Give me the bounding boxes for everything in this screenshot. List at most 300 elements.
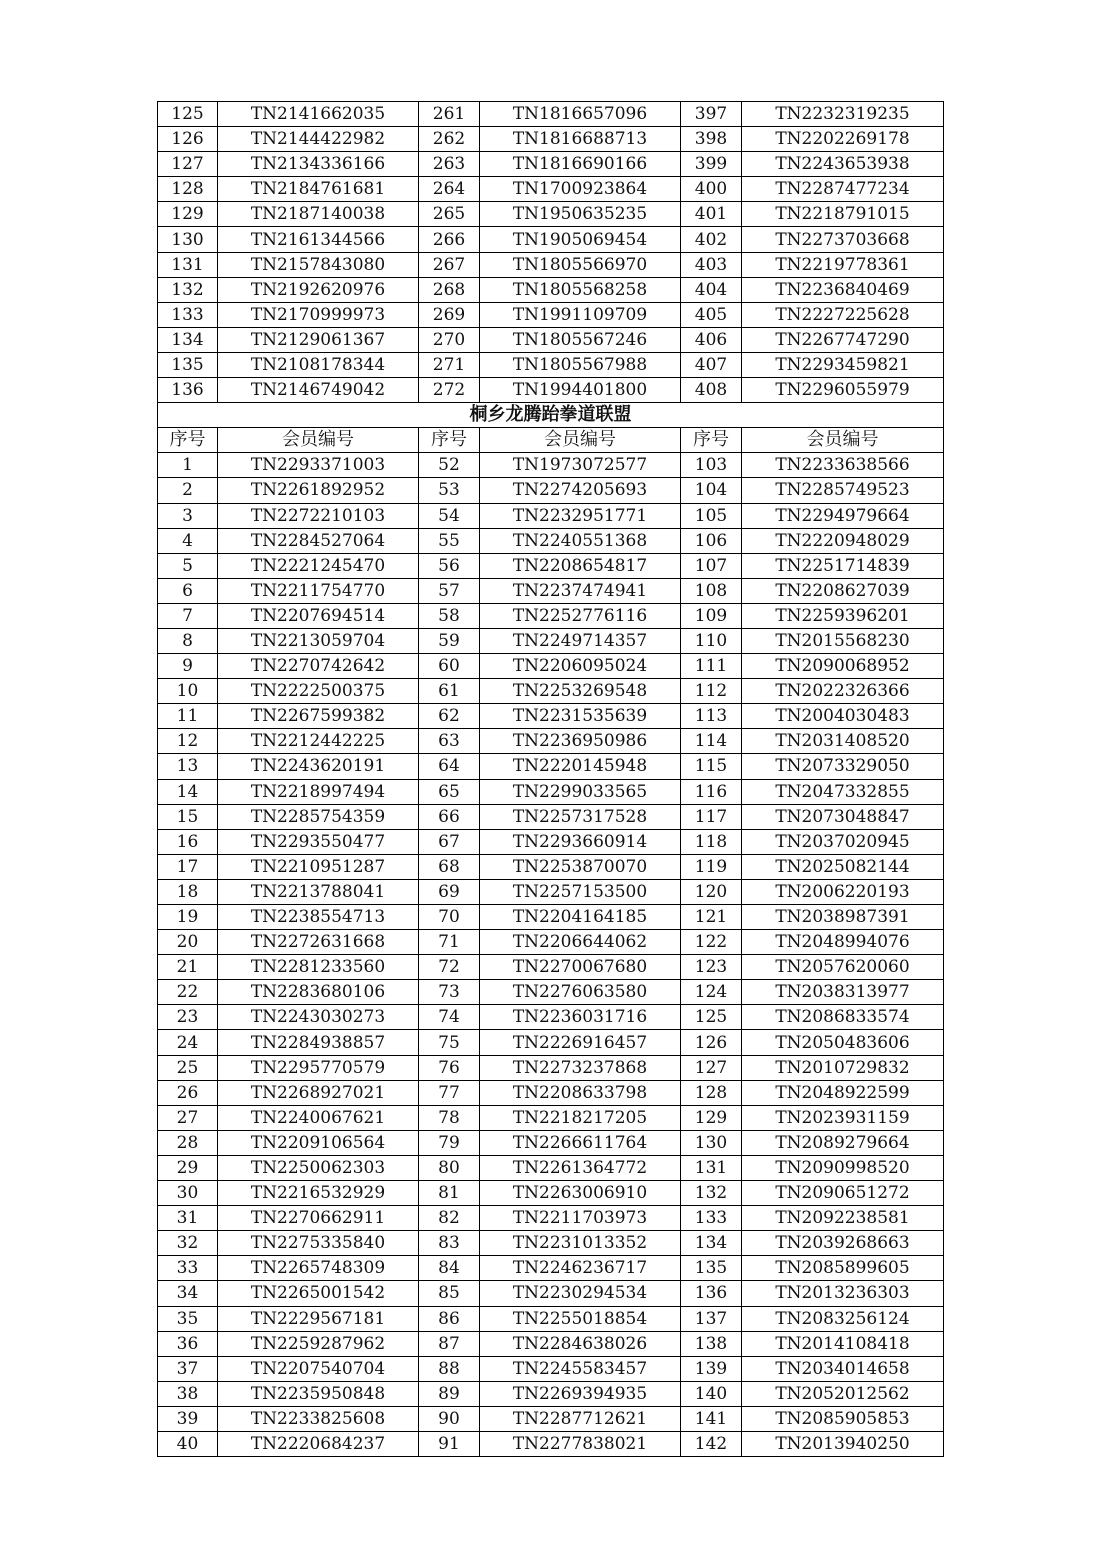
seq-cell: 84 bbox=[419, 1256, 480, 1281]
member-id-cell: TN2236950986 bbox=[480, 729, 681, 754]
member-id-cell: TN1816688713 bbox=[480, 127, 681, 152]
seq-cell: 40 bbox=[158, 1431, 218, 1456]
table-row bbox=[158, 1281, 944, 1306]
seq-cell: 402 bbox=[681, 227, 742, 252]
seq-cell: 269 bbox=[419, 302, 480, 327]
member-id-cell: TN2006220193 bbox=[742, 879, 944, 904]
seq-cell: 33 bbox=[158, 1256, 218, 1281]
seq-cell: 12 bbox=[158, 729, 218, 754]
seq-cell: 83 bbox=[419, 1231, 480, 1256]
table-row bbox=[158, 252, 944, 277]
table-row bbox=[158, 1381, 944, 1406]
member-id-cell: TN1805568258 bbox=[480, 277, 681, 302]
member-id-cell: TN2243030273 bbox=[218, 1005, 419, 1030]
seq-cell: 1 bbox=[158, 453, 218, 478]
seq-cell: 108 bbox=[681, 578, 742, 603]
table-row bbox=[158, 227, 944, 252]
seq-cell: 261 bbox=[419, 102, 480, 127]
table-row bbox=[158, 930, 944, 955]
seq-cell: 25 bbox=[158, 1055, 218, 1080]
seq-cell: 75 bbox=[419, 1030, 480, 1055]
table-row bbox=[158, 1005, 944, 1030]
member-id-cell: TN2010729832 bbox=[742, 1055, 944, 1080]
member-id-cell: TN2014108418 bbox=[742, 1331, 944, 1356]
member-id-cell: TN1994401800 bbox=[480, 378, 681, 403]
member-id-cell: TN2277838021 bbox=[480, 1431, 681, 1456]
member-id-cell: TN2259287962 bbox=[218, 1331, 419, 1356]
seq-cell: 13 bbox=[158, 754, 218, 779]
member-id-cell: TN2013236303 bbox=[742, 1281, 944, 1306]
seq-cell: 401 bbox=[681, 202, 742, 227]
member-id-cell: TN2287712621 bbox=[480, 1406, 681, 1431]
seq-cell: 74 bbox=[419, 1005, 480, 1030]
member-id-cell: TN2218791015 bbox=[742, 202, 944, 227]
seq-cell: 37 bbox=[158, 1356, 218, 1381]
section-title-row bbox=[158, 403, 944, 428]
seq-cell: 262 bbox=[419, 127, 480, 152]
seq-cell: 270 bbox=[419, 327, 480, 352]
member-id-cell: TN2238554713 bbox=[218, 905, 419, 930]
table-row bbox=[158, 177, 944, 202]
seq-cell: 16 bbox=[158, 829, 218, 854]
section-block bbox=[158, 403, 944, 453]
member-id-cell: TN2073048847 bbox=[742, 804, 944, 829]
table-row bbox=[158, 1080, 944, 1105]
table-row bbox=[158, 528, 944, 553]
table-row bbox=[158, 327, 944, 352]
seq-cell: 107 bbox=[681, 553, 742, 578]
seq-cell: 71 bbox=[419, 930, 480, 955]
seq-cell: 120 bbox=[681, 879, 742, 904]
member-id-cell: TN1816690166 bbox=[480, 152, 681, 177]
member-id-cell: TN2212442225 bbox=[218, 729, 419, 754]
member-id-cell: TN2252776116 bbox=[480, 603, 681, 628]
seq-cell: 87 bbox=[419, 1331, 480, 1356]
member-id-cell: TN2268927021 bbox=[218, 1080, 419, 1105]
member-id-cell: TN2211703973 bbox=[480, 1206, 681, 1231]
table-row bbox=[158, 1030, 944, 1055]
member-id-cell: TN1816657096 bbox=[480, 102, 681, 127]
member-id-cell: TN2240551368 bbox=[480, 528, 681, 553]
member-id-cell: TN2220684237 bbox=[218, 1431, 419, 1456]
table-row bbox=[158, 804, 944, 829]
seq-cell: 89 bbox=[419, 1381, 480, 1406]
member-id-cell: TN2208654817 bbox=[480, 553, 681, 578]
member-id-cell: TN2270742642 bbox=[218, 654, 419, 679]
member-id-cell: TN2229567181 bbox=[218, 1306, 419, 1331]
seq-cell: 85 bbox=[419, 1281, 480, 1306]
member-id-cell: TN2257317528 bbox=[480, 804, 681, 829]
seq-cell: 271 bbox=[419, 352, 480, 377]
seq-cell: 130 bbox=[158, 227, 218, 252]
seq-cell: 91 bbox=[419, 1431, 480, 1456]
member-id-cell: TN2243653938 bbox=[742, 152, 944, 177]
member-id-cell: TN2015568230 bbox=[742, 628, 944, 653]
member-id-cell: TN2050483606 bbox=[742, 1030, 944, 1055]
member-id-cell: TN2255018854 bbox=[480, 1306, 681, 1331]
seq-cell: 129 bbox=[158, 202, 218, 227]
seq-cell: 32 bbox=[158, 1231, 218, 1256]
member-id-cell: TN2039268663 bbox=[742, 1231, 944, 1256]
member-id-cell: TN2267747290 bbox=[742, 327, 944, 352]
member-id-cell: TN2213059704 bbox=[218, 628, 419, 653]
member-id-cell: TN2273237868 bbox=[480, 1055, 681, 1080]
member-id-cell: TN2129061367 bbox=[218, 327, 419, 352]
member-id-cell: TN2272210103 bbox=[218, 503, 419, 528]
member-id-cell: TN2294979664 bbox=[742, 503, 944, 528]
seq-cell: 88 bbox=[419, 1356, 480, 1381]
seq-cell: 135 bbox=[681, 1256, 742, 1281]
member-id-cell: TN2285754359 bbox=[218, 804, 419, 829]
member-id-cell: TN2022326366 bbox=[742, 679, 944, 704]
member-id-cell: TN2281233560 bbox=[218, 955, 419, 980]
member-id-cell: TN2284527064 bbox=[218, 528, 419, 553]
table-row bbox=[158, 628, 944, 653]
member-id-cell: TN2237474941 bbox=[480, 578, 681, 603]
table-row bbox=[158, 1130, 944, 1155]
member-id-cell: TN1991109709 bbox=[480, 302, 681, 327]
seq-cell: 2 bbox=[158, 478, 218, 503]
seq-cell: 112 bbox=[681, 679, 742, 704]
seq-cell: 19 bbox=[158, 905, 218, 930]
continued-rows bbox=[158, 102, 944, 403]
member-id-cell: TN2211754770 bbox=[218, 578, 419, 603]
table-row bbox=[158, 779, 944, 804]
table-row bbox=[158, 955, 944, 980]
seq-cell: 132 bbox=[158, 277, 218, 302]
seq-cell: 5 bbox=[158, 553, 218, 578]
member-id-cell: TN2233825608 bbox=[218, 1406, 419, 1431]
seq-cell: 56 bbox=[419, 553, 480, 578]
seq-cell: 23 bbox=[158, 1005, 218, 1030]
seq-cell: 109 bbox=[681, 603, 742, 628]
table-row bbox=[158, 578, 944, 603]
seq-cell: 272 bbox=[419, 378, 480, 403]
seq-cell: 128 bbox=[158, 177, 218, 202]
seq-cell: 405 bbox=[681, 302, 742, 327]
seq-cell: 67 bbox=[419, 829, 480, 854]
member-id-cell: TN2265748309 bbox=[218, 1256, 419, 1281]
member-id-cell: TN1950635235 bbox=[480, 202, 681, 227]
seq-cell: 126 bbox=[681, 1030, 742, 1055]
table-row bbox=[158, 1231, 944, 1256]
member-id-cell: TN2023931159 bbox=[742, 1105, 944, 1130]
member-id-cell: TN2232319235 bbox=[742, 102, 944, 127]
member-id-cell: TN2209106564 bbox=[218, 1130, 419, 1155]
member-id-cell: TN2296055979 bbox=[742, 378, 944, 403]
header-seq: 序号 bbox=[681, 428, 742, 453]
member-id-cell: TN2273703668 bbox=[742, 227, 944, 252]
member-id-cell: TN2086833574 bbox=[742, 1005, 944, 1030]
member-id-cell: TN2206644062 bbox=[480, 930, 681, 955]
member-id-cell: TN2038313977 bbox=[742, 980, 944, 1005]
seq-cell: 267 bbox=[419, 252, 480, 277]
member-id-cell: TN2287477234 bbox=[742, 177, 944, 202]
member-id-cell: TN2108178344 bbox=[218, 352, 419, 377]
seq-cell: 404 bbox=[681, 277, 742, 302]
member-id-cell: TN2048994076 bbox=[742, 930, 944, 955]
seq-cell: 8 bbox=[158, 628, 218, 653]
seq-cell: 119 bbox=[681, 854, 742, 879]
seq-cell: 72 bbox=[419, 955, 480, 980]
seq-cell: 81 bbox=[419, 1181, 480, 1206]
member-id-cell: TN2275335840 bbox=[218, 1231, 419, 1256]
seq-cell: 103 bbox=[681, 453, 742, 478]
seq-cell: 397 bbox=[681, 102, 742, 127]
member-id-cell: TN2170999973 bbox=[218, 302, 419, 327]
member-id-cell: TN2230294534 bbox=[480, 1281, 681, 1306]
seq-cell: 10 bbox=[158, 679, 218, 704]
member-id-cell: TN2293371003 bbox=[218, 453, 419, 478]
seq-cell: 398 bbox=[681, 127, 742, 152]
member-id-cell: TN2293660914 bbox=[480, 829, 681, 854]
seq-cell: 141 bbox=[681, 1406, 742, 1431]
seq-cell: 64 bbox=[419, 754, 480, 779]
seq-cell: 129 bbox=[681, 1105, 742, 1130]
seq-cell: 65 bbox=[419, 779, 480, 804]
member-id-cell: TN2246236717 bbox=[480, 1256, 681, 1281]
member-id-cell: TN1805567988 bbox=[480, 352, 681, 377]
table-row bbox=[158, 478, 944, 503]
member-id-cell: TN2285749523 bbox=[742, 478, 944, 503]
seq-cell: 17 bbox=[158, 854, 218, 879]
table-row bbox=[158, 1331, 944, 1356]
member-id-cell: TN2089279664 bbox=[742, 1130, 944, 1155]
member-id-cell: TN2213788041 bbox=[218, 879, 419, 904]
seq-cell: 265 bbox=[419, 202, 480, 227]
seq-cell: 61 bbox=[419, 679, 480, 704]
seq-cell: 63 bbox=[419, 729, 480, 754]
seq-cell: 73 bbox=[419, 980, 480, 1005]
seq-cell: 136 bbox=[158, 378, 218, 403]
seq-cell: 58 bbox=[419, 603, 480, 628]
seq-cell: 79 bbox=[419, 1130, 480, 1155]
table-row bbox=[158, 879, 944, 904]
seq-cell: 264 bbox=[419, 177, 480, 202]
seq-cell: 62 bbox=[419, 704, 480, 729]
header-seq: 序号 bbox=[419, 428, 480, 453]
seq-cell: 38 bbox=[158, 1381, 218, 1406]
member-id-cell: TN2037020945 bbox=[742, 829, 944, 854]
table-row bbox=[158, 829, 944, 854]
member-id-cell: TN2272631668 bbox=[218, 930, 419, 955]
seq-cell: 18 bbox=[158, 879, 218, 904]
table-row bbox=[158, 679, 944, 704]
seq-cell: 142 bbox=[681, 1431, 742, 1456]
seq-cell: 105 bbox=[681, 503, 742, 528]
member-id-cell: TN1805567246 bbox=[480, 327, 681, 352]
member-id-cell: TN2034014658 bbox=[742, 1356, 944, 1381]
seq-cell: 408 bbox=[681, 378, 742, 403]
seq-cell: 118 bbox=[681, 829, 742, 854]
seq-cell: 400 bbox=[681, 177, 742, 202]
member-id-cell: TN2236031716 bbox=[480, 1005, 681, 1030]
header-member-id: 会员编号 bbox=[742, 428, 944, 453]
seq-cell: 114 bbox=[681, 729, 742, 754]
member-id-cell: TN1973072577 bbox=[480, 453, 681, 478]
seq-cell: 4 bbox=[158, 528, 218, 553]
seq-cell: 34 bbox=[158, 1281, 218, 1306]
table-row bbox=[158, 352, 944, 377]
seq-cell: 134 bbox=[158, 327, 218, 352]
seq-cell: 139 bbox=[681, 1356, 742, 1381]
seq-cell: 27 bbox=[158, 1105, 218, 1130]
seq-cell: 125 bbox=[158, 102, 218, 127]
table-row bbox=[158, 1206, 944, 1231]
seq-cell: 133 bbox=[158, 302, 218, 327]
member-id-cell: TN2261364772 bbox=[480, 1155, 681, 1180]
seq-cell: 116 bbox=[681, 779, 742, 804]
table-row bbox=[158, 453, 944, 478]
table-row bbox=[158, 1181, 944, 1206]
seq-cell: 140 bbox=[681, 1381, 742, 1406]
seq-cell: 36 bbox=[158, 1331, 218, 1356]
seq-cell: 110 bbox=[681, 628, 742, 653]
seq-cell: 131 bbox=[158, 252, 218, 277]
member-table bbox=[157, 101, 944, 1457]
member-id-cell: TN2267599382 bbox=[218, 704, 419, 729]
member-id-cell: TN2270662911 bbox=[218, 1206, 419, 1231]
seq-cell: 59 bbox=[419, 628, 480, 653]
seq-cell: 122 bbox=[681, 930, 742, 955]
member-id-cell: TN2004030483 bbox=[742, 704, 944, 729]
member-id-cell: TN2218217205 bbox=[480, 1105, 681, 1130]
member-id-cell: TN2207694514 bbox=[218, 603, 419, 628]
table-row bbox=[158, 704, 944, 729]
member-id-cell: TN2245583457 bbox=[480, 1356, 681, 1381]
seq-cell: 24 bbox=[158, 1030, 218, 1055]
member-id-cell: TN2218997494 bbox=[218, 779, 419, 804]
seq-cell: 407 bbox=[681, 352, 742, 377]
seq-cell: 111 bbox=[681, 654, 742, 679]
table-row bbox=[158, 854, 944, 879]
table-row bbox=[158, 980, 944, 1005]
seq-cell: 124 bbox=[681, 980, 742, 1005]
seq-cell: 127 bbox=[158, 152, 218, 177]
seq-cell: 66 bbox=[419, 804, 480, 829]
member-id-cell: TN2240067621 bbox=[218, 1105, 419, 1130]
member-id-cell: TN2090068952 bbox=[742, 654, 944, 679]
table-row bbox=[158, 378, 944, 403]
seq-cell: 127 bbox=[681, 1055, 742, 1080]
table-row bbox=[158, 1256, 944, 1281]
seq-cell: 136 bbox=[681, 1281, 742, 1306]
member-id-cell: TN2257153500 bbox=[480, 879, 681, 904]
section-title: 桐乡龙腾跆拳道联盟 bbox=[158, 403, 944, 428]
seq-cell: 14 bbox=[158, 779, 218, 804]
table-row bbox=[158, 277, 944, 302]
seq-cell: 134 bbox=[681, 1231, 742, 1256]
member-id-cell: TN2208633798 bbox=[480, 1080, 681, 1105]
member-id-cell: TN1905069454 bbox=[480, 227, 681, 252]
seq-cell: 80 bbox=[419, 1155, 480, 1180]
member-id-cell: TN2013940250 bbox=[742, 1431, 944, 1456]
table-row bbox=[158, 1431, 944, 1456]
seq-cell: 106 bbox=[681, 528, 742, 553]
member-id-cell: TN2220145948 bbox=[480, 754, 681, 779]
seq-cell: 138 bbox=[681, 1331, 742, 1356]
seq-cell: 131 bbox=[681, 1155, 742, 1180]
member-id-cell: TN2144422982 bbox=[218, 127, 419, 152]
member-id-cell: TN2266611764 bbox=[480, 1130, 681, 1155]
seq-cell: 135 bbox=[158, 352, 218, 377]
seq-cell: 21 bbox=[158, 955, 218, 980]
member-id-cell: TN2249714357 bbox=[480, 628, 681, 653]
seq-cell: 128 bbox=[681, 1080, 742, 1105]
seq-cell: 15 bbox=[158, 804, 218, 829]
seq-cell: 121 bbox=[681, 905, 742, 930]
member-id-cell: TN1700923864 bbox=[480, 177, 681, 202]
member-id-cell: TN2263006910 bbox=[480, 1181, 681, 1206]
member-id-cell: TN2085905853 bbox=[742, 1406, 944, 1431]
member-id-cell: TN2207540704 bbox=[218, 1356, 419, 1381]
seq-cell: 30 bbox=[158, 1181, 218, 1206]
member-id-cell: TN2251714839 bbox=[742, 553, 944, 578]
seq-cell: 86 bbox=[419, 1306, 480, 1331]
table-row bbox=[158, 1356, 944, 1381]
member-id-cell: TN2274205693 bbox=[480, 478, 681, 503]
seq-cell: 268 bbox=[419, 277, 480, 302]
seq-cell: 78 bbox=[419, 1105, 480, 1130]
member-id-cell: TN2293550477 bbox=[218, 829, 419, 854]
member-id-cell: TN2284938857 bbox=[218, 1030, 419, 1055]
member-id-cell: TN2232951771 bbox=[480, 503, 681, 528]
member-id-cell: TN2146749042 bbox=[218, 378, 419, 403]
header-member-id: 会员编号 bbox=[480, 428, 681, 453]
table-row bbox=[158, 1055, 944, 1080]
member-id-cell: TN2283680106 bbox=[218, 980, 419, 1005]
member-id-cell: TN1805566970 bbox=[480, 252, 681, 277]
member-id-cell: TN2243620191 bbox=[218, 754, 419, 779]
member-id-cell: TN2231013352 bbox=[480, 1231, 681, 1256]
seq-cell: 263 bbox=[419, 152, 480, 177]
header-member-id: 会员编号 bbox=[218, 428, 419, 453]
seq-cell: 9 bbox=[158, 654, 218, 679]
table-row bbox=[158, 1306, 944, 1331]
member-id-cell: TN2092238581 bbox=[742, 1206, 944, 1231]
seq-cell: 77 bbox=[419, 1080, 480, 1105]
member-id-cell: TN2233638566 bbox=[742, 453, 944, 478]
member-id-cell: TN2161344566 bbox=[218, 227, 419, 252]
member-id-cell: TN2184761681 bbox=[218, 177, 419, 202]
member-id-cell: TN2299033565 bbox=[480, 779, 681, 804]
member-id-cell: TN2090998520 bbox=[742, 1155, 944, 1180]
table-row bbox=[158, 654, 944, 679]
member-id-cell: TN2038987391 bbox=[742, 905, 944, 930]
member-id-cell: TN2052012562 bbox=[742, 1381, 944, 1406]
member-id-cell: TN2073329050 bbox=[742, 754, 944, 779]
member-id-cell: TN2295770579 bbox=[218, 1055, 419, 1080]
seq-cell: 399 bbox=[681, 152, 742, 177]
seq-cell: 104 bbox=[681, 478, 742, 503]
seq-cell: 125 bbox=[681, 1005, 742, 1030]
member-id-cell: TN2231535639 bbox=[480, 704, 681, 729]
table-row bbox=[158, 1406, 944, 1431]
header-seq: 序号 bbox=[158, 428, 218, 453]
member-id-cell: TN2269394935 bbox=[480, 1381, 681, 1406]
member-id-cell: TN2220948029 bbox=[742, 528, 944, 553]
seq-cell: 68 bbox=[419, 854, 480, 879]
member-id-cell: TN2261892952 bbox=[218, 478, 419, 503]
seq-cell: 26 bbox=[158, 1080, 218, 1105]
table-row bbox=[158, 302, 944, 327]
seq-cell: 76 bbox=[419, 1055, 480, 1080]
member-rows bbox=[158, 453, 944, 1457]
member-id-cell: TN2265001542 bbox=[218, 1281, 419, 1306]
seq-cell: 7 bbox=[158, 603, 218, 628]
member-id-cell: TN2226916457 bbox=[480, 1030, 681, 1055]
table-row bbox=[158, 127, 944, 152]
